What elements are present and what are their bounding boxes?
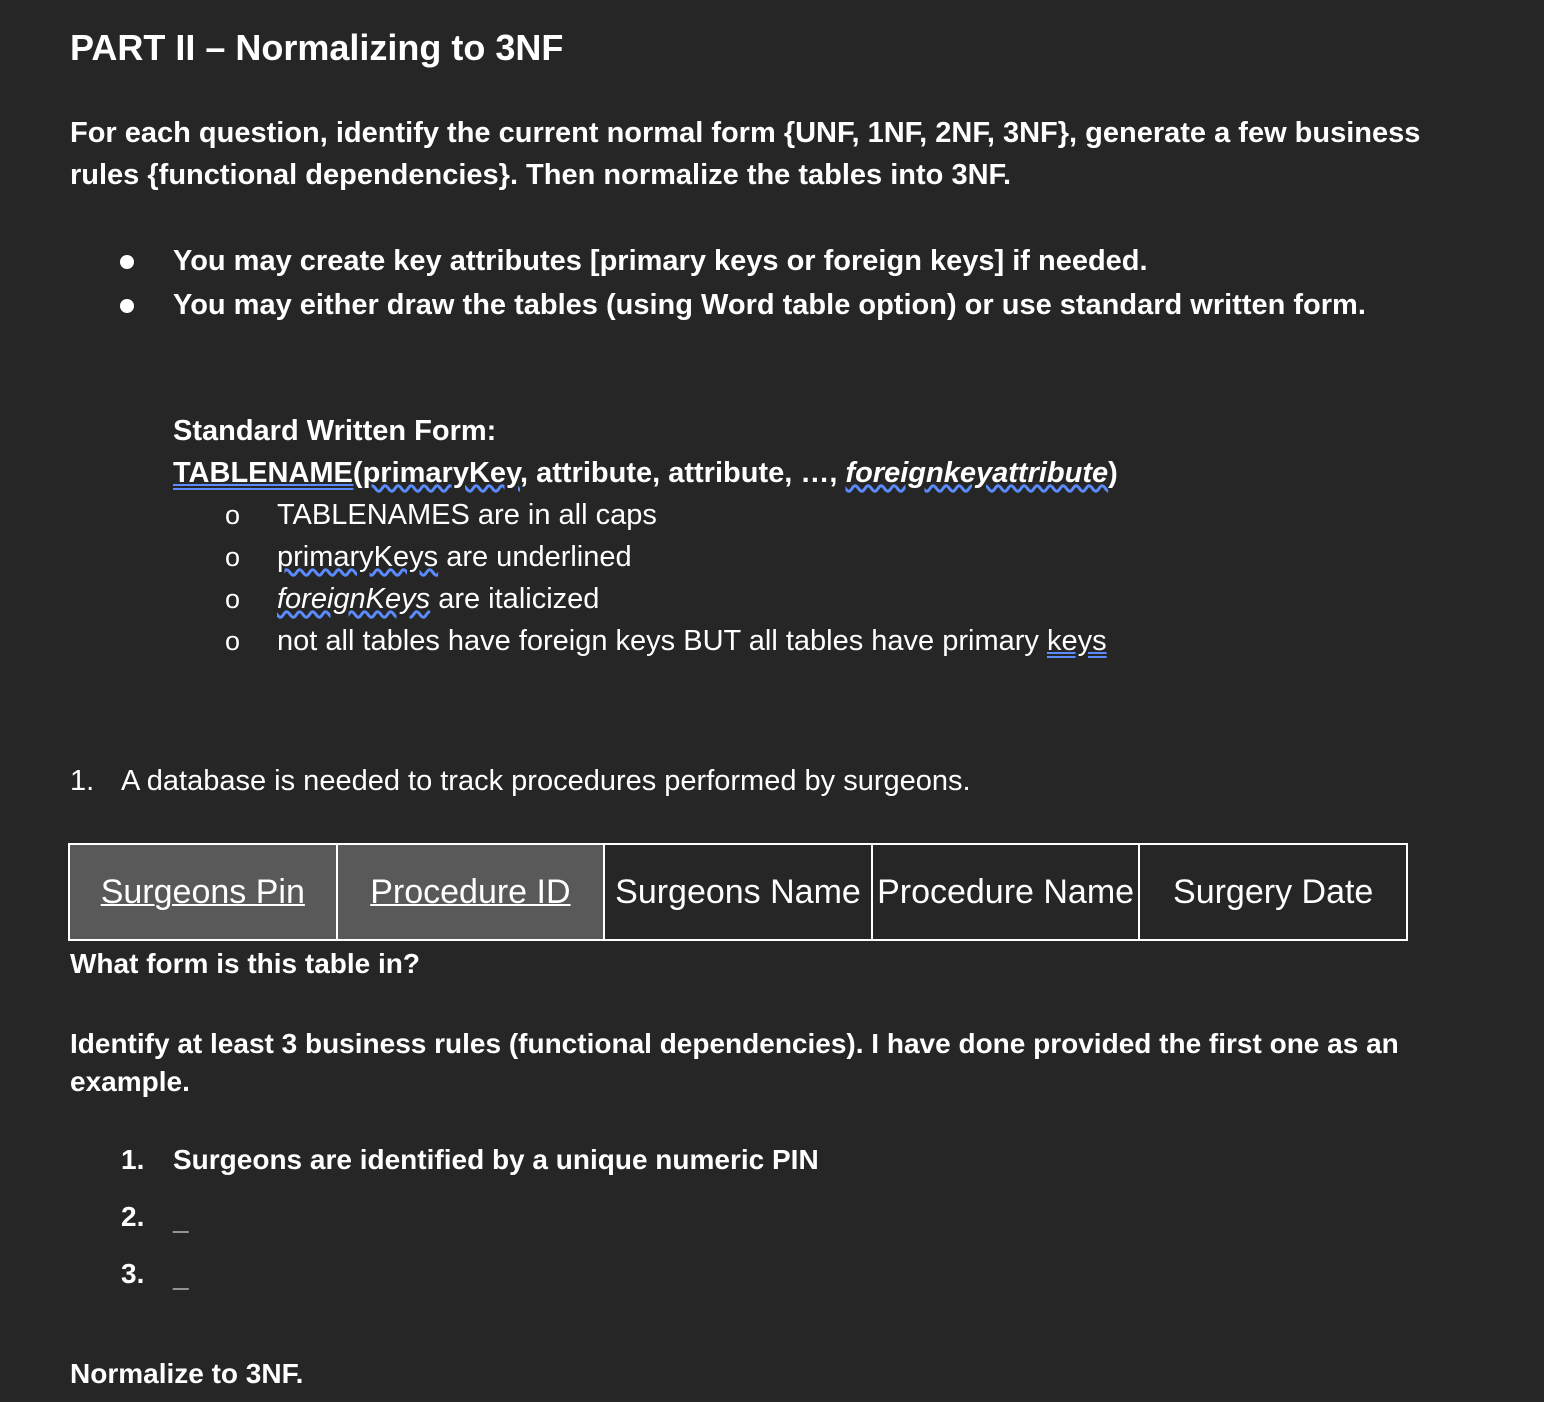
sub-item-primary-keys [277,536,632,578]
surgeon-procedures-table [68,843,1408,941]
note-text: not all tables have foreign keys BUT all tables have primary [277,625,1047,657]
bullet-item: You may either draw the tables (using Word table option) or use standard written form. [173,289,1366,321]
sub-bullet-marker: o [225,500,241,530]
foreign-keys-word: foreignKeys [277,583,431,615]
question-1 [70,760,971,802]
standard-form-formula [173,452,1118,494]
sub-bullet-marker: o [225,542,241,572]
formula-close-paren: ) [1108,457,1118,489]
rule-blank[interactable]: _ [173,1261,189,1292]
sub-item-note [277,620,1107,662]
rule-number: 2. [121,1201,145,1232]
formula-attributes: , attribute, attribute, …, [520,457,846,489]
formula-tablename: TABLENAME [173,457,353,489]
table-header-row [69,844,1407,940]
foreign-keys-rest: are italicized [430,583,600,615]
header-procedure-id: Procedure ID [337,844,605,940]
normalize-heading: Normalize to 3NF. [70,1358,304,1389]
sub-bullet-marker: o [225,626,241,656]
rules-prompt: Identify at least 3 business rules (functional dependencies). I have done provided the first one as an example. [70,1028,1399,1097]
primary-keys-rest: are underlined [438,541,632,573]
standard-form-label: Standard Written Form: [173,415,497,447]
form-question: What form is this table in? [70,948,421,979]
formula-open-paren: ( [352,457,363,489]
intro-paragraph: For each question, identify the current normal form {UNF, 1NF, 2NF, 3NF}, generate a few business rules {functional dependencies}. Then normalize the tables into 3NF. [70,117,1421,191]
rule-blank[interactable]: _ [173,1204,189,1235]
rule-number: 3. [121,1258,145,1289]
question-text: A database is needed to track procedures performed by surgeons. [121,765,971,797]
question-number: 1. [70,765,95,797]
header-surgeons-name: Surgeons Name [604,844,872,940]
bullet-dot [120,299,134,313]
rule-text: Surgeons are identified by a unique numeric PIN [173,1144,819,1175]
formula-foreign-key: foreignkeyattribute [845,457,1109,489]
sub-item-foreign-keys [277,578,599,620]
formula-primary-key: primaryKey [362,457,520,489]
bullet-item: You may create key attributes [primary keys or foreign keys] if needed. [173,245,1148,277]
header-surgery-date: Surgery Date [1139,844,1407,940]
sub-item-caps: TABLENAMES are in all caps [277,499,657,531]
note-keys-word: keys [1046,625,1107,657]
sub-bullet-marker: o [225,584,241,614]
header-surgeons-pin: Surgeons Pin [69,844,337,940]
page-title: PART II – Normalizing to 3NF [70,27,564,68]
primary-keys-word: primaryKeys [277,541,439,573]
header-procedure-name: Procedure Name [872,844,1140,940]
bullet-dot [120,255,134,269]
rule-number: 1. [121,1144,145,1175]
